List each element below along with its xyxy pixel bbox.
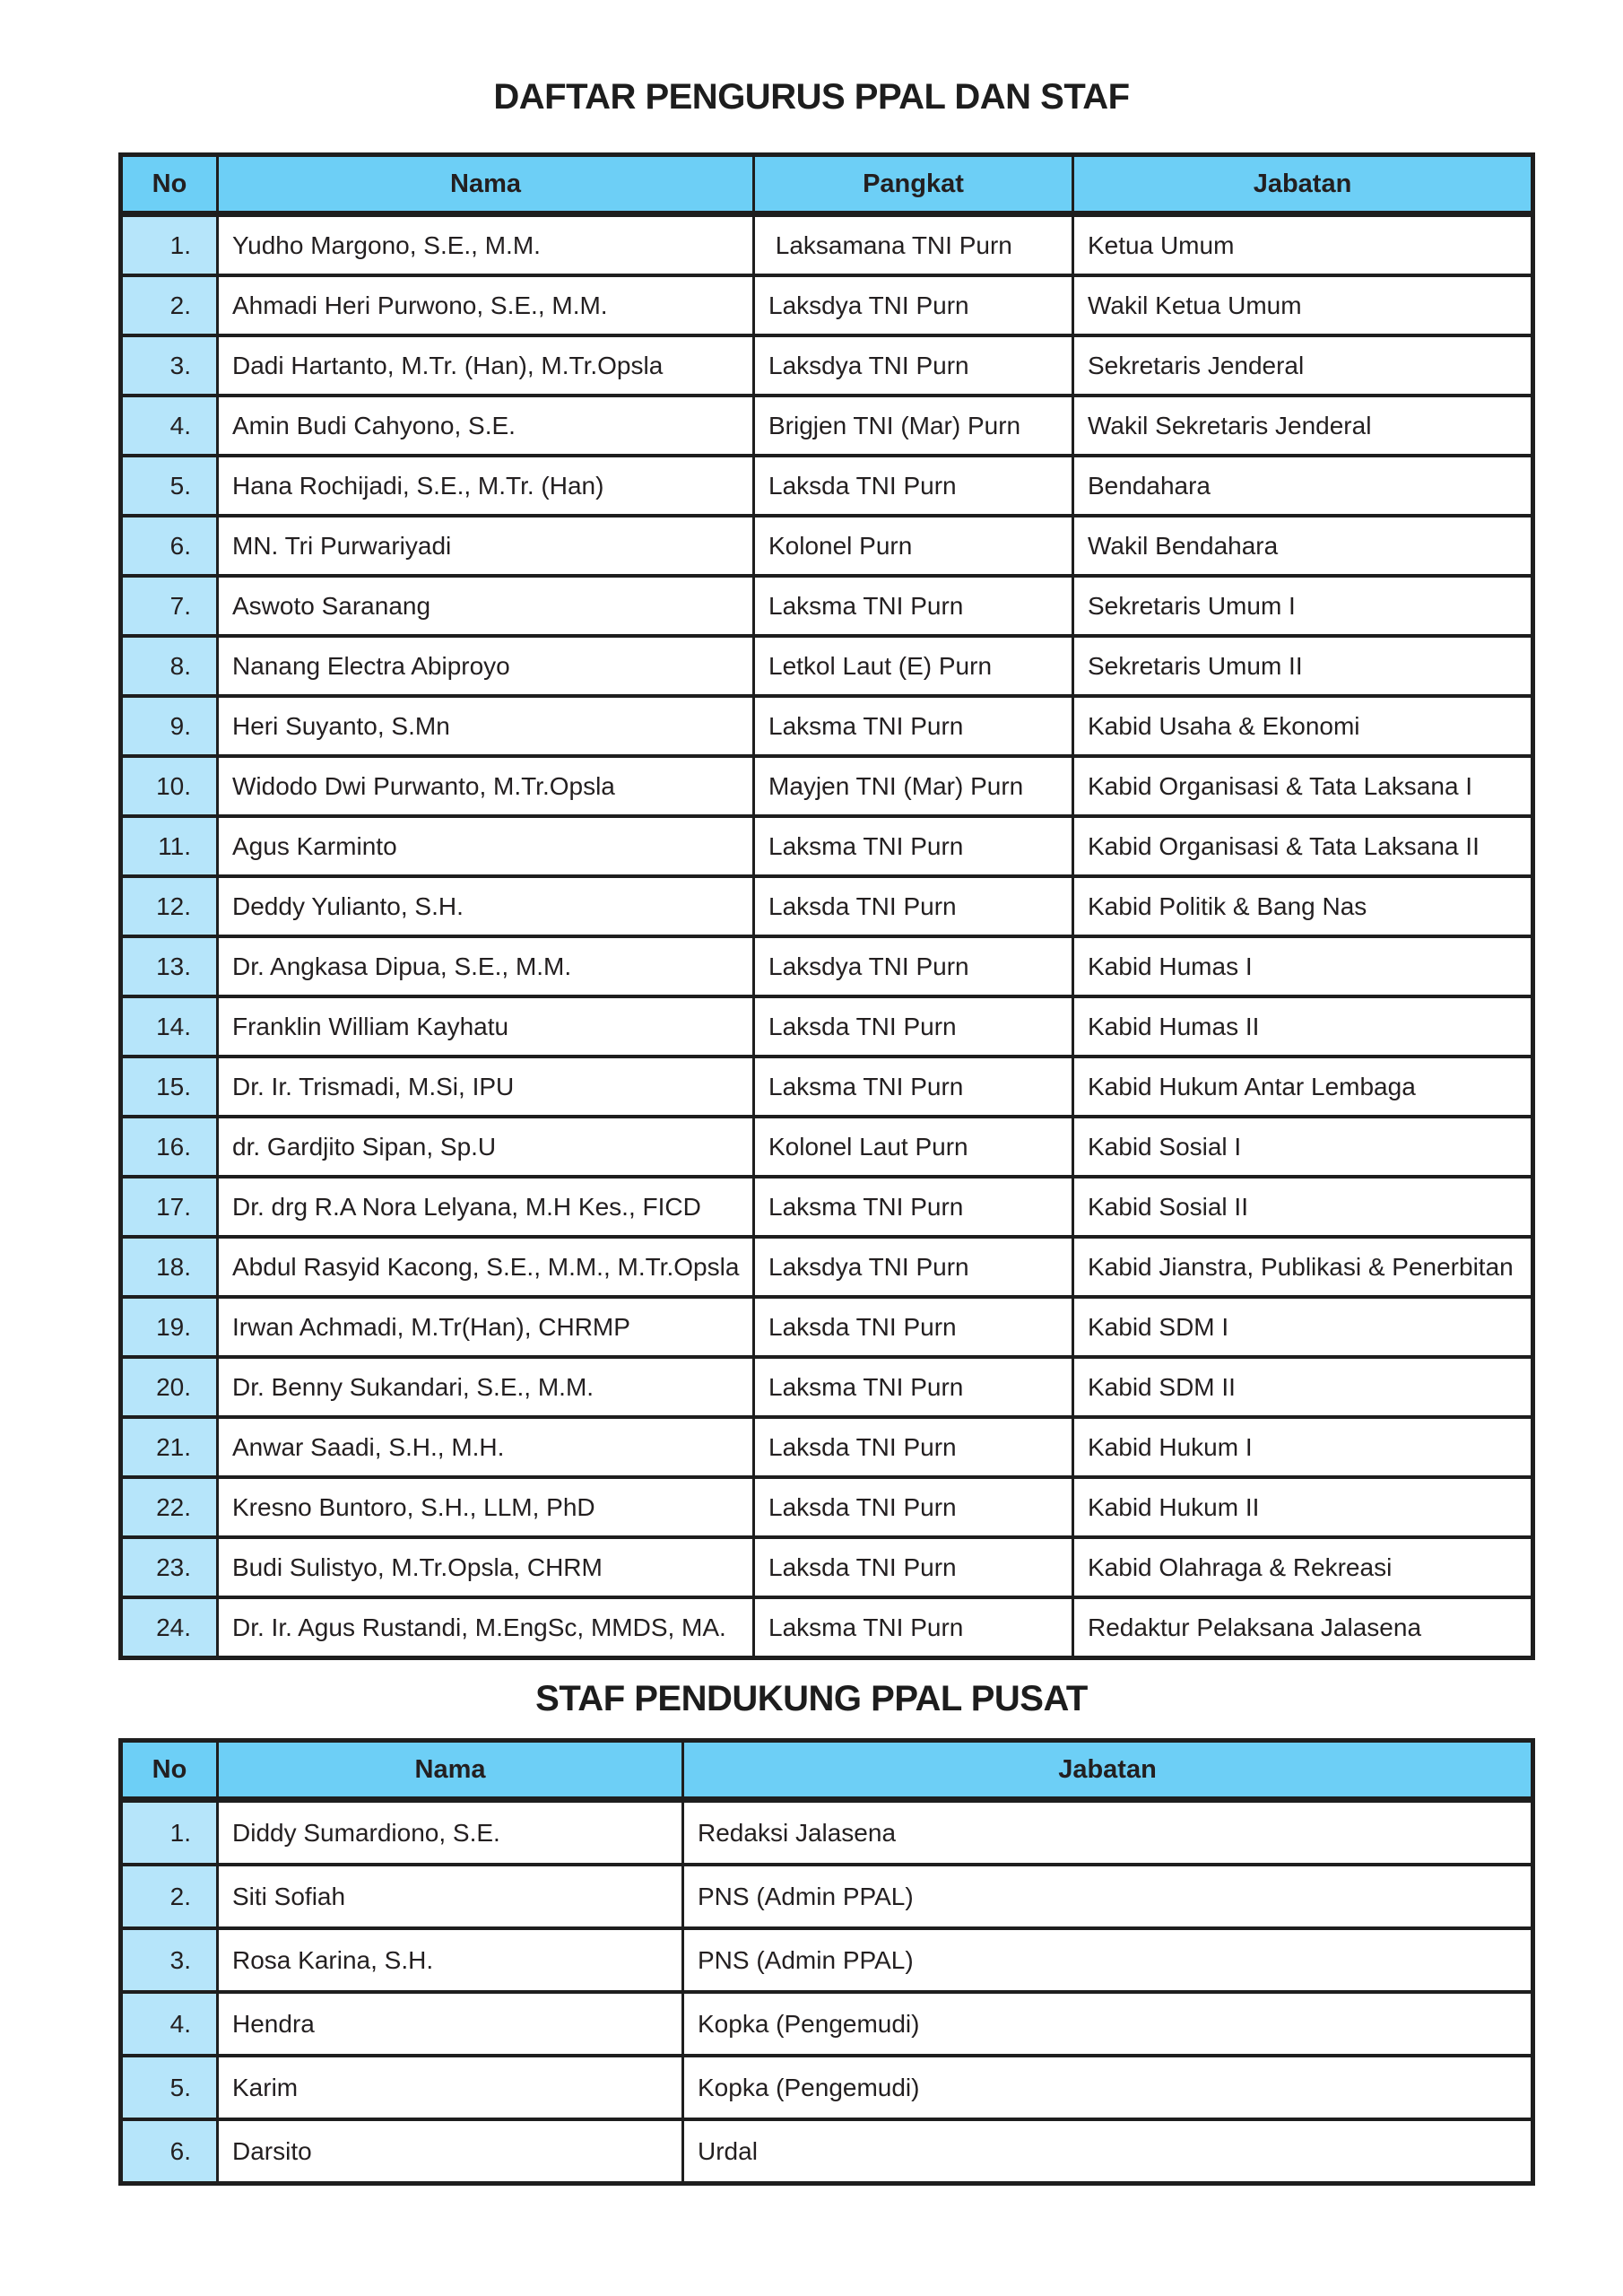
pangkat-cell: Laksma TNI Purn [754,1597,1073,1658]
column-header-pangkat: Pangkat [754,155,1073,214]
nama-cell: Darsito [218,2119,683,2184]
nama-cell: Dr. Angkasa Dipua, S.E., M.M. [218,936,754,996]
staf-table [118,1738,1535,2186]
table-row [121,1177,1533,1237]
pengurus-table-title: DAFTAR PENGURUS PPAL DAN STAF [493,77,1130,117]
table-row [121,1537,1533,1597]
pengurus-table [118,152,1535,1660]
column-header-no: No [121,1741,218,1800]
table-row [121,1357,1533,1417]
table-row [121,1992,1533,2056]
nama-cell: Dr. Benny Sukandari, S.E., M.M. [218,1357,754,1417]
jabatan-cell: Kabid Sosial I [1073,1117,1533,1177]
column-header-nama: Nama [218,155,754,214]
no-cell: 4. [121,396,218,456]
nama-cell: Diddy Sumardiono, S.E. [218,1800,683,1866]
table-row [121,816,1533,876]
nama-cell: Aswoto Saranang [218,576,754,636]
table-row [121,1297,1533,1357]
jabatan-cell: Kabid Sosial II [1073,1177,1533,1237]
jabatan-cell: Kabid SDM II [1073,1357,1533,1417]
no-cell: 15. [121,1057,218,1117]
nama-cell: Rosa Karina, S.H. [218,1928,683,1992]
table-row [121,636,1533,696]
nama-cell: dr. Gardjito Sipan, Sp.U [218,1117,754,1177]
table-row [121,1237,1533,1297]
nama-cell: Abdul Rasyid Kacong, S.E., M.M., M.Tr.Opsla [218,1237,754,1297]
pangkat-cell: Kolonel Laut Purn [754,1117,1073,1177]
no-cell: 12. [121,876,218,936]
column-header-jabatan: Jabatan [1073,155,1533,214]
jabatan-cell: Kabid Organisasi & Tata Laksana I [1073,756,1533,816]
no-cell: 6. [121,2119,218,2184]
table-row [121,2119,1533,2184]
column-header-nama: Nama [218,1741,683,1800]
jabatan-cell: Bendahara [1073,456,1533,516]
pengurus-header-row [121,155,1533,214]
jabatan-cell: Kabid Politik & Bang Nas [1073,876,1533,936]
nama-cell: Yudho Margono, S.E., M.M. [218,214,754,276]
pangkat-cell: Laksda TNI Purn [754,456,1073,516]
table-row [121,335,1533,396]
pangkat-cell: Laksda TNI Purn [754,1477,1073,1537]
nama-cell: Budi Sulistyo, M.Tr.Opsla, CHRM [218,1537,754,1597]
pangkat-cell: Laksma TNI Purn [754,1177,1073,1237]
table-row [121,1057,1533,1117]
no-cell: 24. [121,1597,218,1658]
pangkat-cell: Laksda TNI Purn [754,996,1073,1057]
no-cell: 1. [121,1800,218,1866]
nama-cell: Hana Rochijadi, S.E., M.Tr. (Han) [218,456,754,516]
no-cell: 7. [121,576,218,636]
table-row [121,696,1533,756]
pangkat-cell: Laksdya TNI Purn [754,335,1073,396]
table-row [121,1117,1533,1177]
nama-cell: Hendra [218,1992,683,2056]
no-cell: 9. [121,696,218,756]
no-cell: 2. [121,1865,218,1928]
nama-cell: Dr. Ir. Trismadi, M.Si, IPU [218,1057,754,1117]
jabatan-cell: Kabid Organisasi & Tata Laksana II [1073,816,1533,876]
nama-cell: Siti Sofiah [218,1865,683,1928]
nama-cell: Ahmadi Heri Purwono, S.E., M.M. [218,275,754,335]
no-cell: 2. [121,275,218,335]
table-row [121,1928,1533,1992]
nama-cell: Dr. Ir. Agus Rustandi, M.EngSc, MMDS, MA. [218,1597,754,1658]
jabatan-cell: Sekretaris Umum I [1073,576,1533,636]
no-cell: 21. [121,1417,218,1477]
table-row [121,214,1533,276]
table-row [121,1865,1533,1928]
no-cell: 17. [121,1177,218,1237]
no-cell: 19. [121,1297,218,1357]
nama-cell: Irwan Achmadi, M.Tr(Han), CHRMP [218,1297,754,1357]
table-row [121,516,1533,576]
jabatan-cell: Sekretaris Umum II [1073,636,1533,696]
pangkat-cell: Mayjen TNI (Mar) Purn [754,756,1073,816]
nama-cell: Dadi Hartanto, M.Tr. (Han), M.Tr.Opsla [218,335,754,396]
jabatan-cell: Kabid Hukum II [1073,1477,1533,1537]
table-row [121,396,1533,456]
nama-cell: Heri Suyanto, S.Mn [218,696,754,756]
pangkat-cell: Laksamana TNI Purn [754,214,1073,276]
no-cell: 5. [121,2056,218,2119]
column-header-no: No [121,155,218,214]
jabatan-cell: Kabid Olahraga & Rekreasi [1073,1537,1533,1597]
no-cell: 6. [121,516,218,576]
no-cell: 23. [121,1537,218,1597]
jabatan-cell: Urdal [683,2119,1533,2184]
pangkat-cell: Laksda TNI Purn [754,1417,1073,1477]
no-cell: 3. [121,335,218,396]
nama-cell: Agus Karminto [218,816,754,876]
no-cell: 4. [121,1992,218,2056]
pangkat-cell: Laksdya TNI Purn [754,275,1073,335]
table-row [121,936,1533,996]
pangkat-cell: Laksma TNI Purn [754,576,1073,636]
nama-cell: Dr. drg R.A Nora Lelyana, M.H Kes., FICD [218,1177,754,1237]
pangkat-cell: Laksma TNI Purn [754,816,1073,876]
column-header-jabatan: Jabatan [683,1741,1533,1800]
no-cell: 20. [121,1357,218,1417]
staf-header-row [121,1741,1533,1800]
nama-cell: Widodo Dwi Purwanto, M.Tr.Opsla [218,756,754,816]
jabatan-cell: Redaksi Jalasena [683,1800,1533,1866]
jabatan-cell: Kabid Hukum I [1073,1417,1533,1477]
table-row [121,576,1533,636]
jabatan-cell: Wakil Sekretaris Jenderal [1073,396,1533,456]
pangkat-cell: Kolonel Purn [754,516,1073,576]
pangkat-cell: Laksda TNI Purn [754,876,1073,936]
table-row [121,275,1533,335]
table-row [121,456,1533,516]
table-row [121,996,1533,1057]
jabatan-cell: Wakil Bendahara [1073,516,1533,576]
jabatan-cell: PNS (Admin PPAL) [683,1865,1533,1928]
table-row [121,1417,1533,1477]
table-row [121,2056,1533,2119]
pangkat-cell: Laksda TNI Purn [754,1537,1073,1597]
jabatan-cell: Redaktur Pelaksana Jalasena [1073,1597,1533,1658]
no-cell: 14. [121,996,218,1057]
pangkat-cell: Laksma TNI Purn [754,1357,1073,1417]
jabatan-cell: Kabid Jianstra, Publikasi & Penerbitan [1073,1237,1533,1297]
no-cell: 3. [121,1928,218,1992]
no-cell: 18. [121,1237,218,1297]
table-row [121,1477,1533,1537]
no-cell: 8. [121,636,218,696]
jabatan-cell: Kabid SDM I [1073,1297,1533,1357]
pangkat-cell: Laksma TNI Purn [754,1057,1073,1117]
nama-cell: Kresno Buntoro, S.H., LLM, PhD [218,1477,754,1537]
table-row [121,756,1533,816]
jabatan-cell: Kopka (Pengemudi) [683,2056,1533,2119]
nama-cell: Nanang Electra Abiproyo [218,636,754,696]
jabatan-cell: Kopka (Pengemudi) [683,1992,1533,2056]
no-cell: 13. [121,936,218,996]
staf-table-title: STAF PENDUKUNG PPAL PUSAT [535,1679,1088,1718]
pangkat-cell: Laksma TNI Purn [754,696,1073,756]
no-cell: 1. [121,214,218,276]
no-cell: 10. [121,756,218,816]
table-row [121,876,1533,936]
no-cell: 16. [121,1117,218,1177]
jabatan-cell: PNS (Admin PPAL) [683,1928,1533,1992]
jabatan-cell: Kabid Humas II [1073,996,1533,1057]
nama-cell: Deddy Yulianto, S.H. [218,876,754,936]
nama-cell: Franklin William Kayhatu [218,996,754,1057]
no-cell: 5. [121,456,218,516]
nama-cell: Amin Budi Cahyono, S.E. [218,396,754,456]
no-cell: 22. [121,1477,218,1537]
table-row [121,1800,1533,1866]
jabatan-cell: Wakil Ketua Umum [1073,275,1533,335]
jabatan-cell: Kabid Hukum Antar Lembaga [1073,1057,1533,1117]
pangkat-cell: Letkol Laut (E) Purn [754,636,1073,696]
nama-cell: Karim [218,2056,683,2119]
pangkat-cell: Laksdya TNI Purn [754,936,1073,996]
jabatan-cell: Ketua Umum [1073,214,1533,276]
pangkat-cell: Laksdya TNI Purn [754,1237,1073,1297]
nama-cell: MN. Tri Purwariyadi [218,516,754,576]
jabatan-cell: Sekretaris Jenderal [1073,335,1533,396]
jabatan-cell: Kabid Humas I [1073,936,1533,996]
pangkat-cell: Laksda TNI Purn [754,1297,1073,1357]
no-cell: 11. [121,816,218,876]
table-row [121,1597,1533,1658]
nama-cell: Anwar Saadi, S.H., M.H. [218,1417,754,1477]
jabatan-cell: Kabid Usaha & Ekonomi [1073,696,1533,756]
pangkat-cell: Brigjen TNI (Mar) Purn [754,396,1073,456]
